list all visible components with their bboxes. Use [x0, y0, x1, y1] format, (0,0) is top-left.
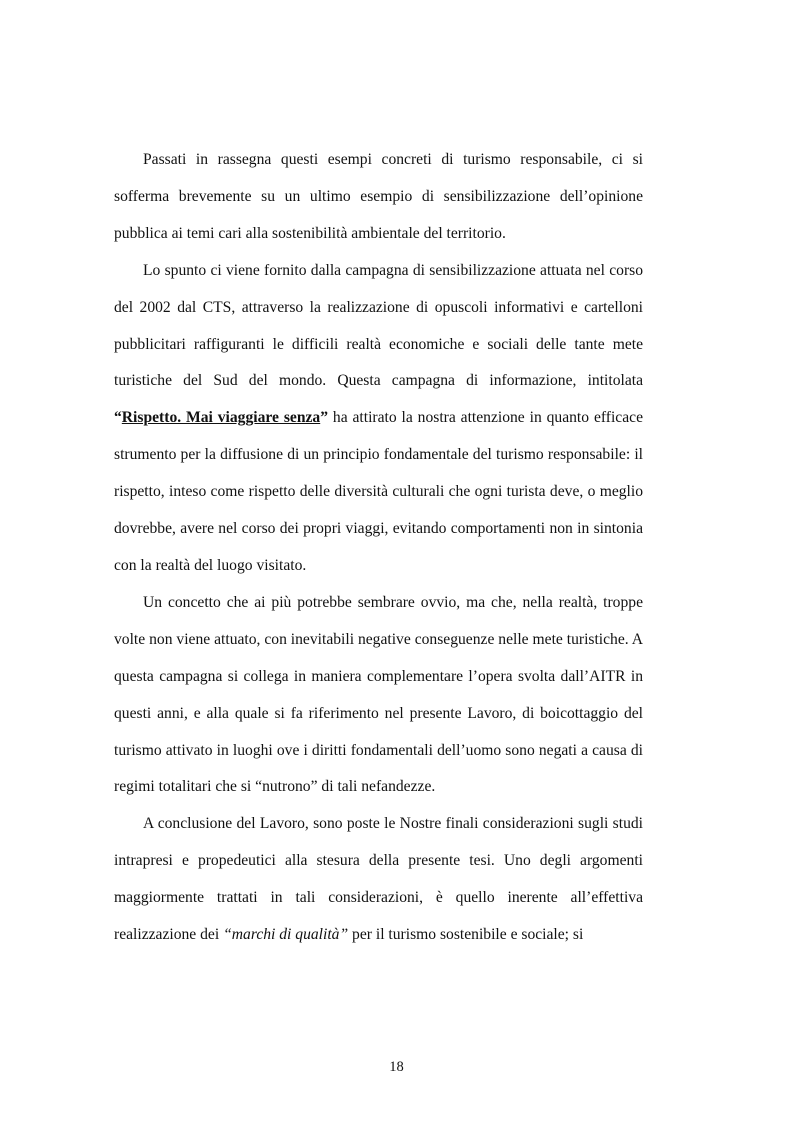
quote-close: ”: [320, 409, 329, 427]
paragraph-2-text-before: Lo spunto ci viene fornito dalla campagna di sensibilizzazione attuata nel corso del 2002 dal CTS, attraverso la realizzazione di opuscoli informativi e cartelloni pubblicitari raffiguranti le difficili realtà economiche e sociali delle tante mete turistiche del Sud del mondo. Questa campagna di informazione, intitolata: [114, 261, 643, 390]
paragraph-2-text-after: ha attirato la nostra attenzione in quanto efficace strumento per la diffusione di un principio fondamentale del turismo responsabile: il rispetto, inteso come rispetto delle diversità culturali che ogni turista deve, o meglio dovrebbe, avere nel corso dei propri viaggi, evitando comportamenti non in sintonia con la realtà del luogo visitato.: [114, 409, 643, 574]
paragraph-1: Passati in rassegna questi esempi concreti di turismo responsabile, ci si sofferma brevemente su un ultimo esempio di sensibilizzazione dell’opinione pubblica ai temi cari alla sostenibilità ambientale del territorio.: [114, 151, 643, 242]
page-number: 18: [389, 1059, 404, 1075]
paragraph-4-text-after: per il turismo sostenibile e sociale; si: [348, 926, 584, 944]
paragraph-4-text-before: A conclusione del Lavoro, sono poste le Nostre finali considerazioni sugli studi intrapresi e propedeutici alla stesura della presente tesi. Uno degli argomenti maggiormente trattati in tali considerazioni, è quello inerente all’effettiva realizzazione dei: [114, 815, 643, 944]
paragraph-4: [114, 806, 643, 954]
body-text: [114, 142, 643, 954]
campaign-title-quote: [114, 409, 328, 426]
campaign-title: Rispetto. Mai viaggiare senza: [121, 409, 321, 427]
quote-open: “: [114, 409, 122, 427]
paragraph-3: Un concetto che ai più potrebbe sembrare ovvio, ma che, nella realtà, troppe volte non viene attuato, con inevitabili negative conseguenze nelle mete turistiche. A questa campagna si collega in maniera complementare l’opera svolta dall’AITR in questi anni, e alla quale si fa riferimento nel presente Lavoro, di boicottaggio del turismo attivato in luoghi ove i diritti fondamentali dell’uomo sono negati a causa di regimi totalitari che si “nutrono” di tali nefandezze.: [114, 593, 643, 796]
quality-marks-term: “marchi di qualità”: [223, 926, 349, 944]
paragraph-2: [114, 253, 643, 585]
